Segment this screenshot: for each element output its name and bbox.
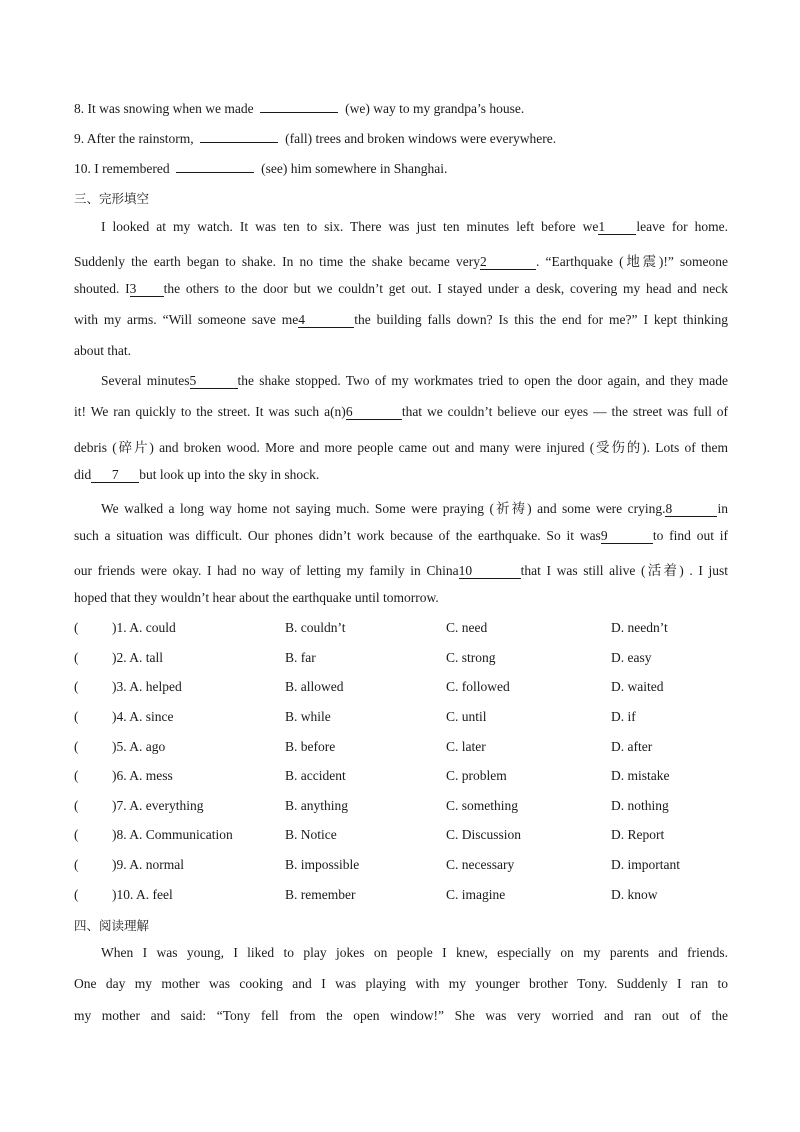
question-row <box>74 798 734 818</box>
option-a[interactable]: )8. A. Communication <box>112 827 233 842</box>
cloze-blank-4[interactable]: 4 <box>298 313 354 328</box>
passage-text: to find out if <box>652 528 729 543</box>
passage-line: debris (碎片) and broken wood. More and more people came out and many were injured (受伤的). Lots of them <box>74 440 728 455</box>
option-b[interactable]: B. remember <box>285 887 356 902</box>
passage-line <box>74 250 728 270</box>
cloze-blank-3[interactable]: 3 <box>130 282 164 297</box>
option-a[interactable]: )10. A. feel <box>112 887 173 902</box>
option-d[interactable]: D. know <box>611 887 658 902</box>
cloze-blank-1[interactable]: 1 <box>598 220 636 235</box>
cloze-blank-9[interactable]: 9 <box>601 529 653 544</box>
passage-text: such a situation was difficult. Our phones didn’t work because of the earthquake. So it was <box>74 528 601 543</box>
passage-text: it! We ran quickly to the street. It was such a(n) <box>74 404 346 419</box>
reading-line: One day my mother was cooking and I was playing with my younger brother Tony. Suddenly I ran to <box>74 976 728 991</box>
passage-line <box>74 404 728 420</box>
passage-text: did <box>74 467 92 482</box>
answer-paren[interactable]: ( <box>74 798 79 813</box>
fill-item-9 <box>74 130 556 147</box>
passage-text: . “Earthquake (地震)!” someone <box>536 254 728 269</box>
passage-text: our friends were okay. I had no way of letting my family in China <box>74 563 459 578</box>
cloze-blank-2[interactable]: 2 <box>480 255 536 270</box>
passage-line <box>101 373 728 389</box>
option-a[interactable]: )4. A. since <box>112 709 174 724</box>
section-title-reading: 四、阅读理解 <box>74 918 150 933</box>
answer-paren[interactable]: ( <box>74 739 79 754</box>
cloze-blank-10[interactable]: 10 <box>459 564 521 579</box>
passage-line: about that. <box>74 343 131 358</box>
answer-paren[interactable]: ( <box>74 768 79 783</box>
option-c[interactable]: C. something <box>446 798 519 813</box>
option-d[interactable]: D. after <box>611 739 653 754</box>
answer-paren[interactable]: ( <box>74 679 79 694</box>
cloze-blank-7[interactable]: 7 <box>91 468 139 483</box>
option-d[interactable]: D. waited <box>611 679 664 694</box>
answer-blank[interactable] <box>176 160 254 173</box>
answer-paren[interactable]: ( <box>74 857 79 872</box>
fill-item-10 <box>74 160 447 177</box>
option-d[interactable]: D. mistake <box>611 768 670 783</box>
option-a[interactable]: )7. A. everything <box>112 798 204 813</box>
passage-text: leave for home. <box>636 219 728 234</box>
option-c[interactable]: C. later <box>446 739 486 754</box>
question-row <box>74 887 734 907</box>
section-title-cloze: 三、完形填空 <box>74 191 150 206</box>
option-d[interactable]: D. needn’t <box>611 620 668 635</box>
option-c[interactable]: C. necessary <box>446 857 515 872</box>
option-c[interactable]: C. until <box>446 709 487 724</box>
passage-line <box>101 219 728 235</box>
passage-text: We walked a long way home not saying much. Some were praying (祈祷) and some were crying. <box>101 501 666 516</box>
passage-text: in <box>717 501 728 516</box>
option-d[interactable]: D. nothing <box>611 798 669 813</box>
reading-line: my mother and said: “Tony fell from the open window!” She was very worried and ran out of the <box>74 1008 728 1023</box>
question-row <box>74 739 734 759</box>
passage-text: I looked at my watch. It was ten to six. There was just ten minutes left before we <box>101 219 599 234</box>
fill-item-hint: (we) way to my grandpa’s house. <box>345 101 525 116</box>
reading-line: When I was young, I liked to play jokes on people I knew, especially on my parents and friends. <box>101 945 728 960</box>
passage-line <box>74 559 728 579</box>
fill-item-text: 10. I remembered <box>74 161 170 176</box>
passage-line <box>101 497 728 517</box>
option-d[interactable]: D. easy <box>611 650 652 665</box>
answer-blank[interactable] <box>200 130 278 143</box>
passage-text: the building falls down? Is this the end for me?” I kept thinking <box>354 312 728 327</box>
question-row <box>74 857 734 877</box>
fill-item-hint: (fall) trees and broken windows were everywhere. <box>285 131 557 146</box>
option-b[interactable]: B. Notice <box>285 827 337 842</box>
answer-blank[interactable] <box>260 100 338 113</box>
passage-text: but look up into the sky in shock. <box>139 467 320 482</box>
option-b[interactable]: B. before <box>285 739 336 754</box>
passage-text: that we couldn’t believe our eyes — the street was full of <box>401 404 728 419</box>
passage-line <box>74 281 728 297</box>
option-a[interactable]: )1. A. could <box>112 620 176 635</box>
answer-paren[interactable]: ( <box>74 650 79 665</box>
question-row <box>74 679 734 699</box>
option-c[interactable]: C. Discussion <box>446 827 522 842</box>
fill-item-hint: (see) him somewhere in Shanghai. <box>261 161 448 176</box>
option-b[interactable]: B. allowed <box>285 679 344 694</box>
answer-paren[interactable]: ( <box>74 887 79 902</box>
passage-text: Several minutes <box>101 373 190 388</box>
option-c[interactable]: C. strong <box>446 650 496 665</box>
passage-line <box>74 528 728 544</box>
option-d[interactable]: D. Report <box>611 827 665 842</box>
answer-paren[interactable]: ( <box>74 709 79 724</box>
passage-line: hoped that they wouldn’t hear about the earthquake until tomorrow. <box>74 590 439 605</box>
passage-text: that I was still alive (活着) . I just <box>520 563 729 578</box>
passage-text: the shake stopped. Two of my workmates tried to open the door again, and they made <box>237 373 728 388</box>
option-b[interactable]: B. accident <box>285 768 346 783</box>
option-c[interactable]: C. problem <box>446 768 507 783</box>
passage-line <box>74 467 319 483</box>
question-row <box>74 620 734 640</box>
option-a[interactable]: )9. A. normal <box>112 857 184 872</box>
question-row <box>74 709 734 729</box>
question-row <box>74 650 734 670</box>
passage-text: with my arms. “Will someone save me <box>74 312 299 327</box>
cloze-blank-8[interactable]: 8 <box>665 502 717 517</box>
option-b[interactable]: B. far <box>285 650 316 665</box>
question-row <box>74 827 734 847</box>
answer-paren[interactable]: ( <box>74 827 79 842</box>
option-b[interactable]: B. while <box>285 709 331 724</box>
option-b[interactable]: B. anything <box>285 798 348 813</box>
cloze-blank-6[interactable]: 6 <box>346 405 402 420</box>
passage-text: Suddenly the earth began to shake. In no time the shake became very <box>74 254 481 269</box>
question-row <box>74 768 734 788</box>
passage-text: the others to the door but we couldn’t get out. I stayed under a desk, covering my head and neck <box>163 281 728 296</box>
cloze-blank-5[interactable]: 5 <box>190 374 238 389</box>
option-a[interactable]: )3. A. helped <box>112 679 182 694</box>
option-c[interactable]: C. need <box>446 620 488 635</box>
option-b[interactable]: B. couldn’t <box>285 620 346 635</box>
passage-text: shouted. I <box>74 281 130 296</box>
option-a[interactable]: )6. A. mess <box>112 768 173 783</box>
option-c[interactable]: C. imagine <box>446 887 506 902</box>
option-d[interactable]: D. if <box>611 709 636 724</box>
answer-paren[interactable]: ( <box>74 620 79 635</box>
fill-item-text: 9. After the rainstorm, <box>74 131 194 146</box>
option-a[interactable]: )5. A. ago <box>112 739 166 754</box>
option-b[interactable]: B. impossible <box>285 857 360 872</box>
passage-line <box>74 312 728 328</box>
fill-item-text: 8. It was snowing when we made <box>74 101 254 116</box>
option-a[interactable]: )2. A. tall <box>112 650 163 665</box>
option-c[interactable]: C. followed <box>446 679 510 694</box>
fill-item-8 <box>74 100 524 117</box>
option-d[interactable]: D. important <box>611 857 680 872</box>
